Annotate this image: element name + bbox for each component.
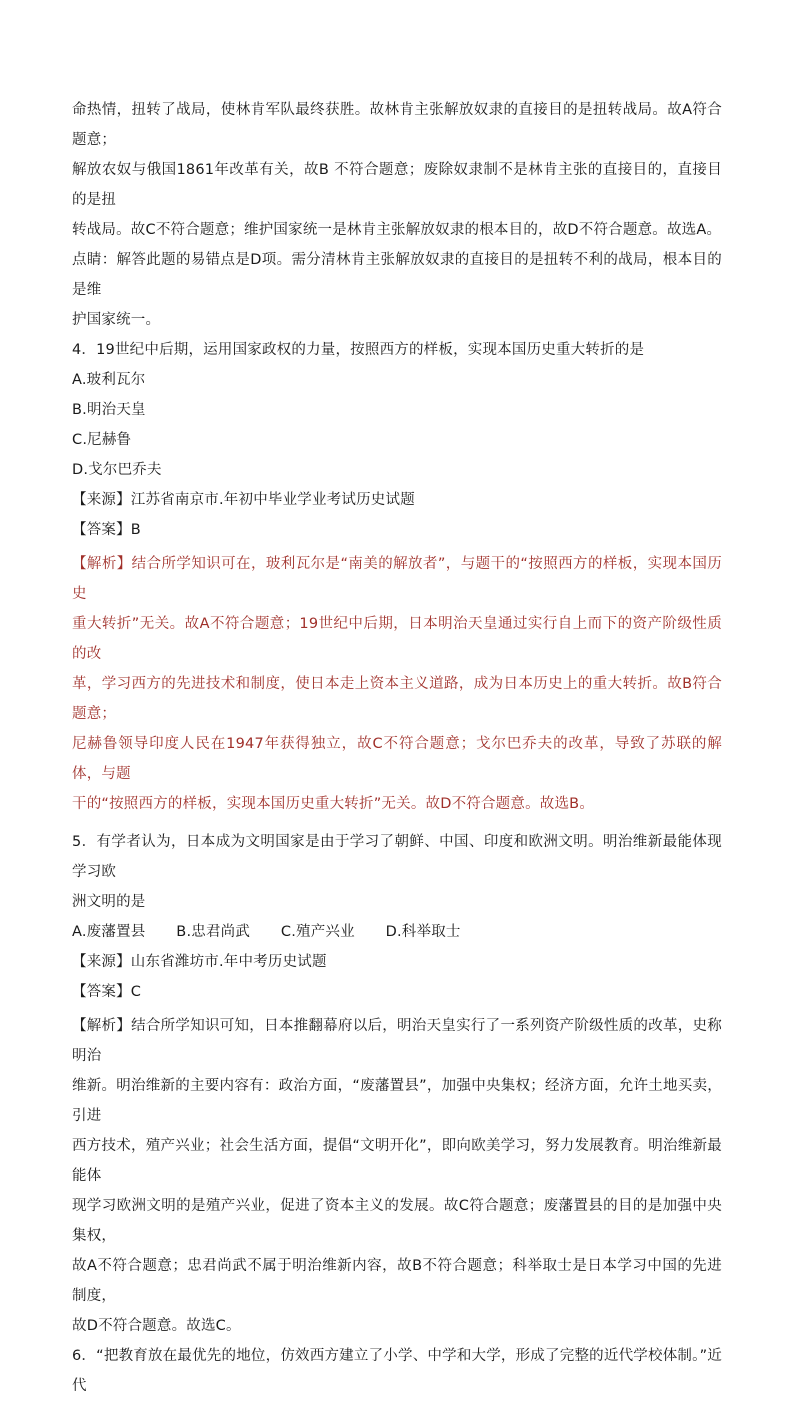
analysis-block xyxy=(72,549,722,819)
option-b: B.忠君尚武 xyxy=(176,924,251,940)
question-stem: 4．19世纪中后期，运用国家政权的力量，按照西方的样板，实现本国历史重大转折的是 xyxy=(72,342,645,358)
analysis-line: 【解析】结合所学知识可在，玻利瓦尔是“南美的解放者”，与题干的“按照西方的样板，实现本国历史 xyxy=(72,556,722,602)
source-line: 【来源】江苏省南京市.年初中毕业学业考试历史试题 xyxy=(72,492,415,508)
option-d: D.戈尔巴乔夫 xyxy=(72,462,162,478)
source-line: 【来源】山东省潍坊市.年中考历史试题 xyxy=(72,954,327,970)
question-stem: 6．“把教育放在最优先的地位，仿效西方建立了小学、中学和大学，形成了完整的近代学校体制。”近代 xyxy=(72,1348,722,1394)
option-a: A.废藩置县 xyxy=(72,924,146,940)
analysis-line: 西方技术，殖产兴业；社会生活方面，提倡“文明开化”，即向欧美学习，努力发展教育。明治维新最能体 xyxy=(72,1138,722,1184)
question-5 xyxy=(72,827,722,1341)
analysis-line: 革，学习西方的先进技术和制度，使日本走上资本主义道路，成为日本历史上的重大转折。故B符合题意； xyxy=(72,676,722,722)
text-line: 转战局。故C不符合题意；维护国家统一是林肯主张解放奴隶的根本目的，故D不符合题意。故选A。 xyxy=(72,222,722,238)
analysis-line: 重大转折”无关。故A不符合题意；19世纪中后期，日本明治天皇通过实行自上而下的资产阶级性质的改 xyxy=(72,616,722,662)
option-c: C.尼赫鲁 xyxy=(72,432,132,448)
option-c: C.殖产兴业 xyxy=(280,924,355,940)
analysis-block xyxy=(72,1011,722,1341)
analysis-line: 故A不符合题意；忠君尚武不属于明治维新内容，故B不符合题意；科举取士是日本学习中国的先进制度， xyxy=(72,1258,722,1304)
question-6 xyxy=(72,1341,722,1401)
answer-line: 【答案】B xyxy=(72,522,141,538)
analysis-line: 干的“按照西方的样板，实现本国历史重大转折”无关。故D不符合题意。故选B。 xyxy=(72,796,595,812)
question-4 xyxy=(72,335,722,819)
analysis-line: 故D不符合题意。故选C。 xyxy=(72,1318,241,1334)
question-stem: 5．有学者认为，日本成为文明国家是由于学习了朝鲜、中国、印度和欧洲文明。明治维新最能体现学习欧 xyxy=(72,834,722,880)
analysis-line: 现学习欧洲文明的是殖产兴业，促进了资本主义的发展。故C符合题意；废藩置县的目的是加强中央集权， xyxy=(72,1198,722,1244)
question-stem: 洲文明的是 xyxy=(72,894,146,910)
answer-line: 【答案】C xyxy=(72,984,142,1000)
analysis-line: 【解析】结合所学知识可知，日本推翻幕府以后，明治天皇实行了一系列资产阶级性质的改革，史称明治 xyxy=(72,1018,722,1064)
analysis-line: 尼赫鲁领导印度人民在1947年获得独立，故C不符合题意；戈尔巴乔夫的改革，导致了苏联的解体，与题 xyxy=(72,736,722,782)
document-content xyxy=(72,95,722,1401)
options-row xyxy=(72,917,722,947)
analysis-line: 维新。明治维新的主要内容有：政治方面，“废藩置县”，加强中央集权；经济方面，允许土地买卖，引进 xyxy=(72,1078,722,1124)
option-b: B.明治天皇 xyxy=(72,402,146,418)
point-note-line: 点睛：解答此题的易错点是D项。需分清林肯主张解放奴隶的直接目的是扭转不利的战局，根本目的是维 xyxy=(72,252,722,298)
point-note-line: 护国家统一。 xyxy=(72,312,161,328)
option-d: D.科举取士 xyxy=(385,924,461,940)
option-a: A.玻利瓦尔 xyxy=(72,372,146,388)
text-line: 解放农奴与俄国1861年改革有关，故B 不符合题意；废除奴隶制不是林肯主张的直接目的，直接目的是扭 xyxy=(72,162,722,208)
text-line: 命热情，扭转了战局，使林肯军队最终获胜。故林肯主张解放奴隶的直接目的是扭转战局。故A符合题意； xyxy=(72,102,722,148)
q3-explanation-continuation xyxy=(72,95,722,335)
